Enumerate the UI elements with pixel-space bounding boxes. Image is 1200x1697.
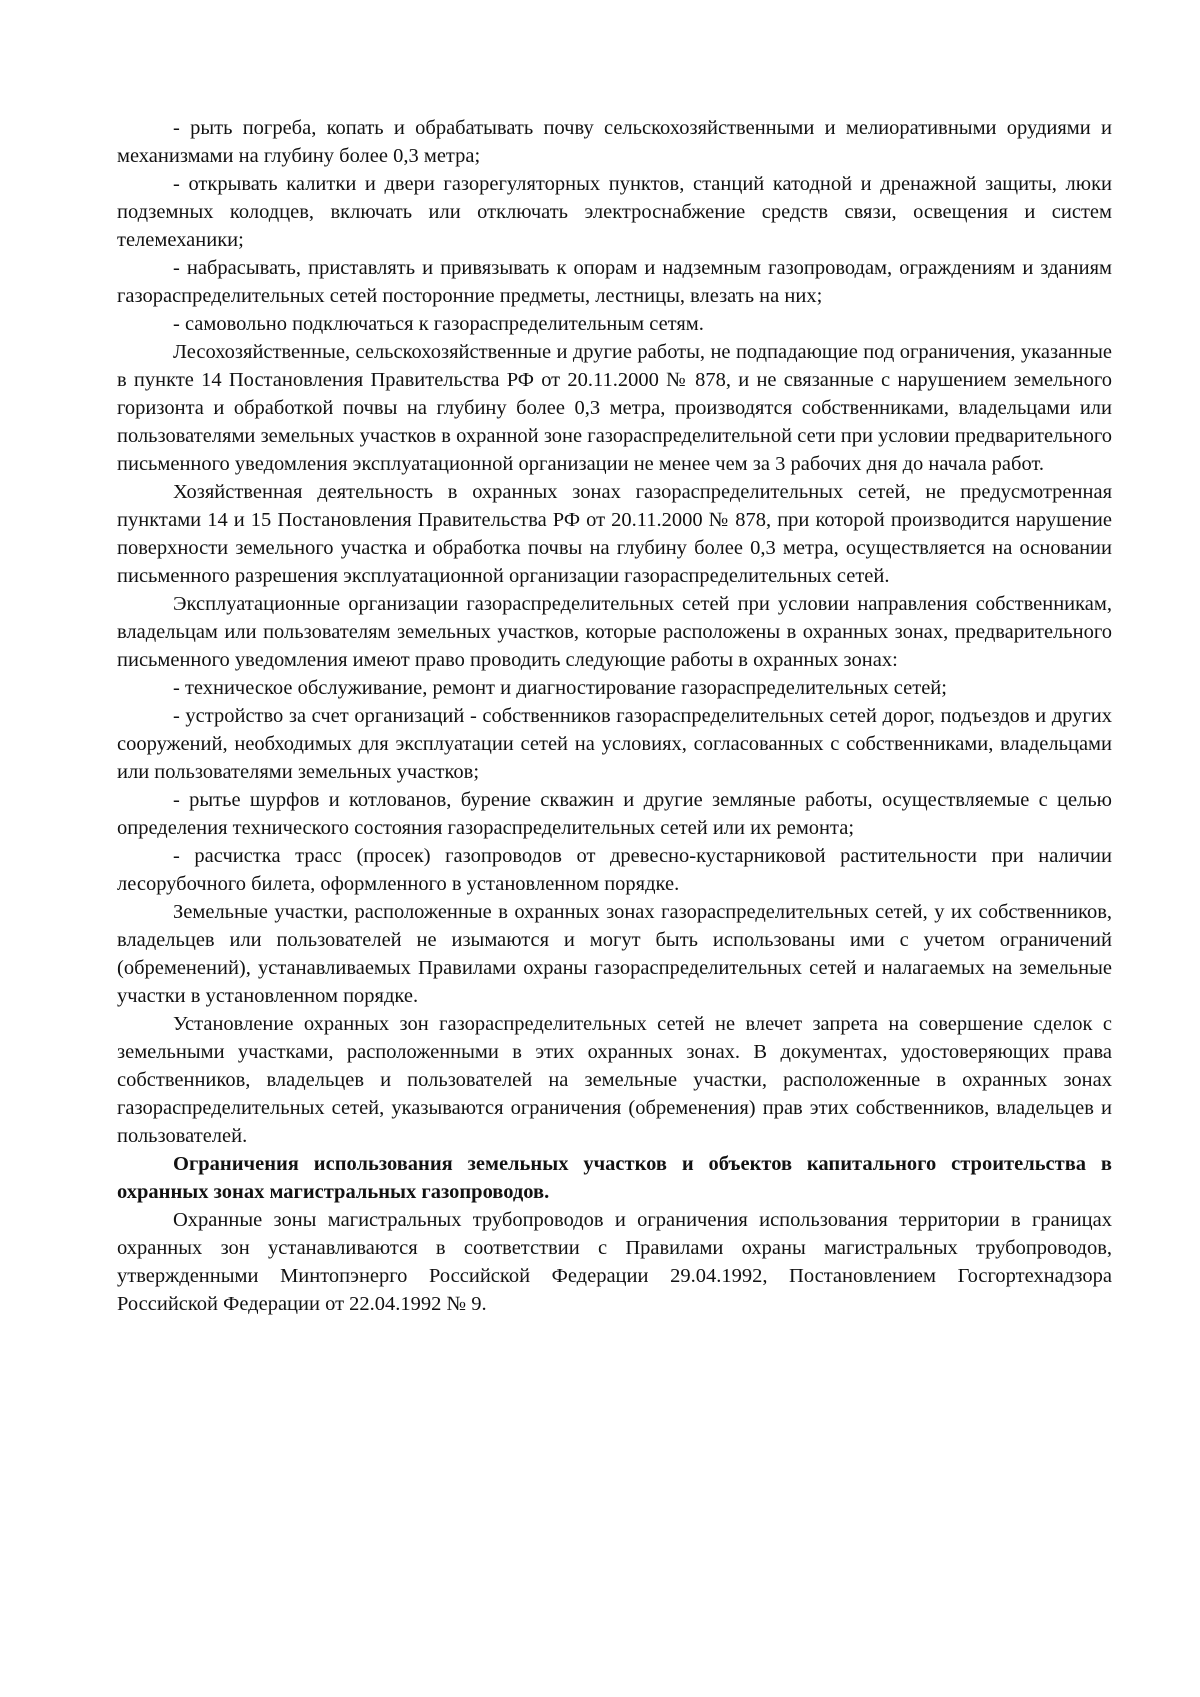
paragraph-clearing: - расчистка трасс (просек) газопроводов от древесно-кустарниковой растительности при наличии лесорубочного билета, оформленного в установленном порядке. xyxy=(117,845,1112,895)
paragraph-maintenance: - техническое обслуживание, ремонт и диагностирование газораспределительных сетей; xyxy=(173,677,947,699)
paragraph-operator-rights: Эксплуатационные организации газораспределительных сетей при условии направления собственникам, владельцам или пользователям земельных участков, которые расположены в охранных зонах, предварительного письменного уведомления имеют право проводить следующие работы в охранных зонах: xyxy=(117,593,1112,671)
paragraph-objects-restriction: - набрасывать, приставлять и привязывать к опорам и надземным газопроводам, ограждениям и зданиям газораспределительных сетей посторонние предметы, лестницы, влезать на них; xyxy=(117,257,1112,307)
paragraph-cellars-restriction: - рыть погреба, копать и обрабатывать почву сельскохозяйственными и мелиоративными орудиями и механизмами на глубину более 0,3 метра; xyxy=(117,117,1112,167)
paragraph-main-pipelines: Охранные зоны магистральных трубопроводов и ограничения использования территории в границах охранных зон устанавливаются в соответствии с Правилами охраны магистральных трубопроводов, утвержденными Минтопэнерго Российской Федерации 29.04.1992, Постановлением Госгортехнадзора Российской Федерации от 22.04.1992 № 9. xyxy=(117,1209,1112,1315)
paragraph-zone-establishment: Установление охранных зон газораспределительных сетей не влечет запрета на совершение сделок с земельными участками, расположенными в этих охранных зонах. В документах, удостоверяющих права собственников, владельцев и пользователей на земельные участки, расположенные в охранных зонах газораспределительных сетей, указываются ограничения (обременения) прав этих собственников, владельцев и пользователей. xyxy=(117,1013,1112,1147)
paragraph-forestry-works: Лесохозяйственные, сельскохозяйственные и другие работы, не подпадающие под ограничения, указанные в пункте 14 Постановления Правительства РФ от 20.11.2000 № 878, и не связанные с нарушением земельного горизонта и обработкой почвы на глубину более 0,3 метра, производятся собственниками, владельцами или пользователями земельных участков в охранной зоне газораспределительной сети при условии предварительного письменного уведомления эксплуатационной организации не менее чем за 3 рабочих дня до начала работ. xyxy=(117,341,1112,475)
paragraph-roads-construction: - устройство за счет организаций - собственников газораспределительных сетей дорог, подъездов и других сооружений, необходимых для эксплуатации сетей на условиях, согласованных с собственниками, владельцами или пользователями земельных участков; xyxy=(117,705,1112,783)
paragraph-land-plots: Земельные участки, расположенные в охранных зонах газораспределительных сетей, у их собственников, владельцев или пользователей не изымаются и могут быть использованы ими с учетом ограничений (обременений), устанавливаемых Правилами охраны газораспределительных сетей и налагаемых на земельные участки в установленном порядке. xyxy=(117,901,1112,1007)
paragraph-connection-restriction: - самовольно подключаться к газораспределительным сетям. xyxy=(173,313,704,335)
paragraph-gates-restriction: - открывать калитки и двери газорегуляторных пунктов, станций катодной и дренажной защиты, люки подземных колодцев, включать или отключать электроснабжение средств связи, освещения и систем телемеханики; xyxy=(117,173,1112,251)
document-page xyxy=(117,114,1112,1318)
paragraph-economic-activity: Хозяйственная деятельность в охранных зонах газораспределительных сетей, не предусмотренная пунктами 14 и 15 Постановления Правительства РФ от 20.11.2000 № 878, при которой производится нарушение поверхности земельного участка и обработка почвы на глубину более 0,3 метра, осуществляется на основании письменного разрешения эксплуатационной организации газораспределительных сетей. xyxy=(117,481,1112,587)
section-heading: Ограничения использования земельных участков и объектов капитального строительства в охранных зонах магистральных газопроводов. xyxy=(117,1153,1112,1203)
paragraph-excavation: - рытье шурфов и котлованов, бурение скважин и другие земляные работы, осуществляемые с целью определения технического состояния газораспределительных сетей или их ремонта; xyxy=(117,789,1112,839)
